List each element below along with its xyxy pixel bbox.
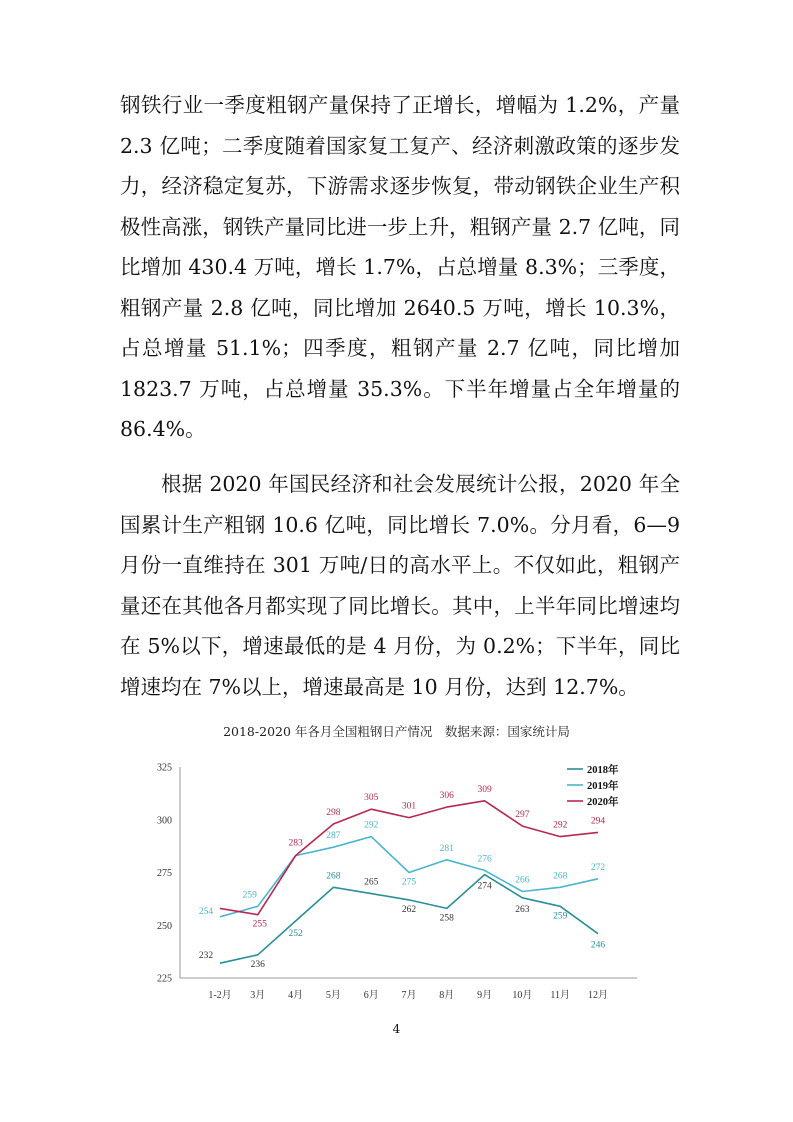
data-label: 268 — [553, 871, 568, 882]
data-label: 283 — [288, 838, 303, 849]
data-label: 301 — [401, 801, 417, 812]
data-label: 294 — [590, 816, 606, 827]
data-label: 232 — [198, 951, 214, 962]
data-label: 255 — [252, 919, 267, 930]
data-label: 287 — [326, 831, 341, 842]
daily-steel-output-line-chart — [140, 752, 650, 1014]
chart-data-labels — [199, 785, 606, 970]
data-label: 265 — [364, 877, 379, 888]
x-tick-label: 9月 — [477, 990, 493, 1001]
data-label: 305 — [364, 793, 379, 804]
y-tick-label: 225 — [157, 973, 172, 985]
data-label: 259 — [553, 911, 568, 922]
legend-entry: 2020年 — [587, 797, 619, 808]
chart-axes — [157, 763, 637, 1002]
y-tick-label: 325 — [157, 762, 172, 774]
y-tick-label: 275 — [157, 868, 172, 879]
chart-title: 2018-2020 年各月全国粗钢日产情况 数据来源：国家统计局 — [223, 724, 570, 739]
x-tick-label: 1-2月 — [208, 990, 232, 1001]
data-label: 236 — [250, 959, 265, 970]
paragraph-annual-statistics: 根据 2020 年国民经济和社会发展统计公报，2020 年全国累计生产粗钢 10.6 亿吨，同比增长 7.0%。分月看，6—9 月份一直维持在 301 万吨/日的高水平上。不仅如此，粗钢产量还在其他各月都实现了同比增长。其中，上半年同比增速均在 5%以下，增速最低的是 4 月份，为 0.2%；下半年，同比增速均在 7%以上，增速最高是 10 月份，达到 12.7%。 — [120, 472, 680, 699]
data-label: 262 — [401, 904, 417, 915]
page-number: 4 — [392, 1022, 401, 1036]
x-tick-label: 7月 — [401, 990, 417, 1001]
legend-entry: 2019年 — [587, 781, 619, 792]
data-label: 306 — [439, 791, 454, 802]
series-line-2020年 — [220, 801, 598, 915]
x-tick-label: 4月 — [288, 990, 304, 1001]
data-label: 268 — [326, 871, 341, 882]
paragraph-quarterly-output: 钢铁行业一季度粗钢产量保持了正增长，增幅为 1.2%，产量 2.3 亿吨；二季度随着国家复工复产、经济刺激政策的逐步发力，经济稳定复苏，下游需求逐步恢复，带动钢铁企业生产积极性高涨，钢铁产量同比进一步上升，粗钢产量 2.7 亿吨，同比增加 430.4 万吨，增长 1.7%，占总增量 8.3%；三季度，粗钢产量 2.8 亿吨，同比增加 2640.5 万吨，增长 10.3%，占总增量 51.1%；四季度，粗钢产量 2.7 亿吨，同比增加 1823.7 万吨，占总增量 35.3%。下半年增量占全年增量的 86.4%。 — [120, 93, 680, 441]
data-label: 259 — [242, 890, 257, 901]
x-tick-label: 10月 — [512, 990, 533, 1001]
data-label: 292 — [553, 820, 568, 831]
y-tick-label: 300 — [157, 815, 172, 827]
x-tick-label: 12月 — [588, 990, 608, 1001]
data-label: 298 — [326, 807, 341, 818]
y-tick-label: 250 — [157, 920, 172, 932]
data-label: 246 — [590, 940, 606, 951]
data-label: 266 — [515, 875, 530, 886]
data-label: 292 — [364, 820, 379, 831]
x-tick-label: 11月 — [550, 990, 571, 1001]
data-label: 281 — [439, 843, 454, 854]
data-label: 309 — [477, 784, 492, 795]
x-tick-label: 5月 — [325, 990, 341, 1001]
chart-legend — [567, 763, 619, 808]
data-label: 276 — [477, 854, 492, 865]
data-label: 297 — [515, 810, 530, 821]
data-label: 258 — [439, 913, 454, 924]
data-label: 272 — [590, 862, 606, 873]
data-label: 274 — [477, 881, 492, 892]
data-label: 252 — [288, 929, 303, 940]
x-tick-label: 3月 — [250, 990, 266, 1001]
legend-entry: 2018年 — [587, 765, 619, 776]
x-tick-label: 8月 — [439, 990, 455, 1001]
series-line-2018年 — [220, 875, 598, 964]
data-label: 263 — [515, 904, 530, 915]
x-tick-label: 6月 — [363, 990, 379, 1001]
data-label: 254 — [198, 906, 214, 917]
data-label: 275 — [401, 877, 417, 888]
